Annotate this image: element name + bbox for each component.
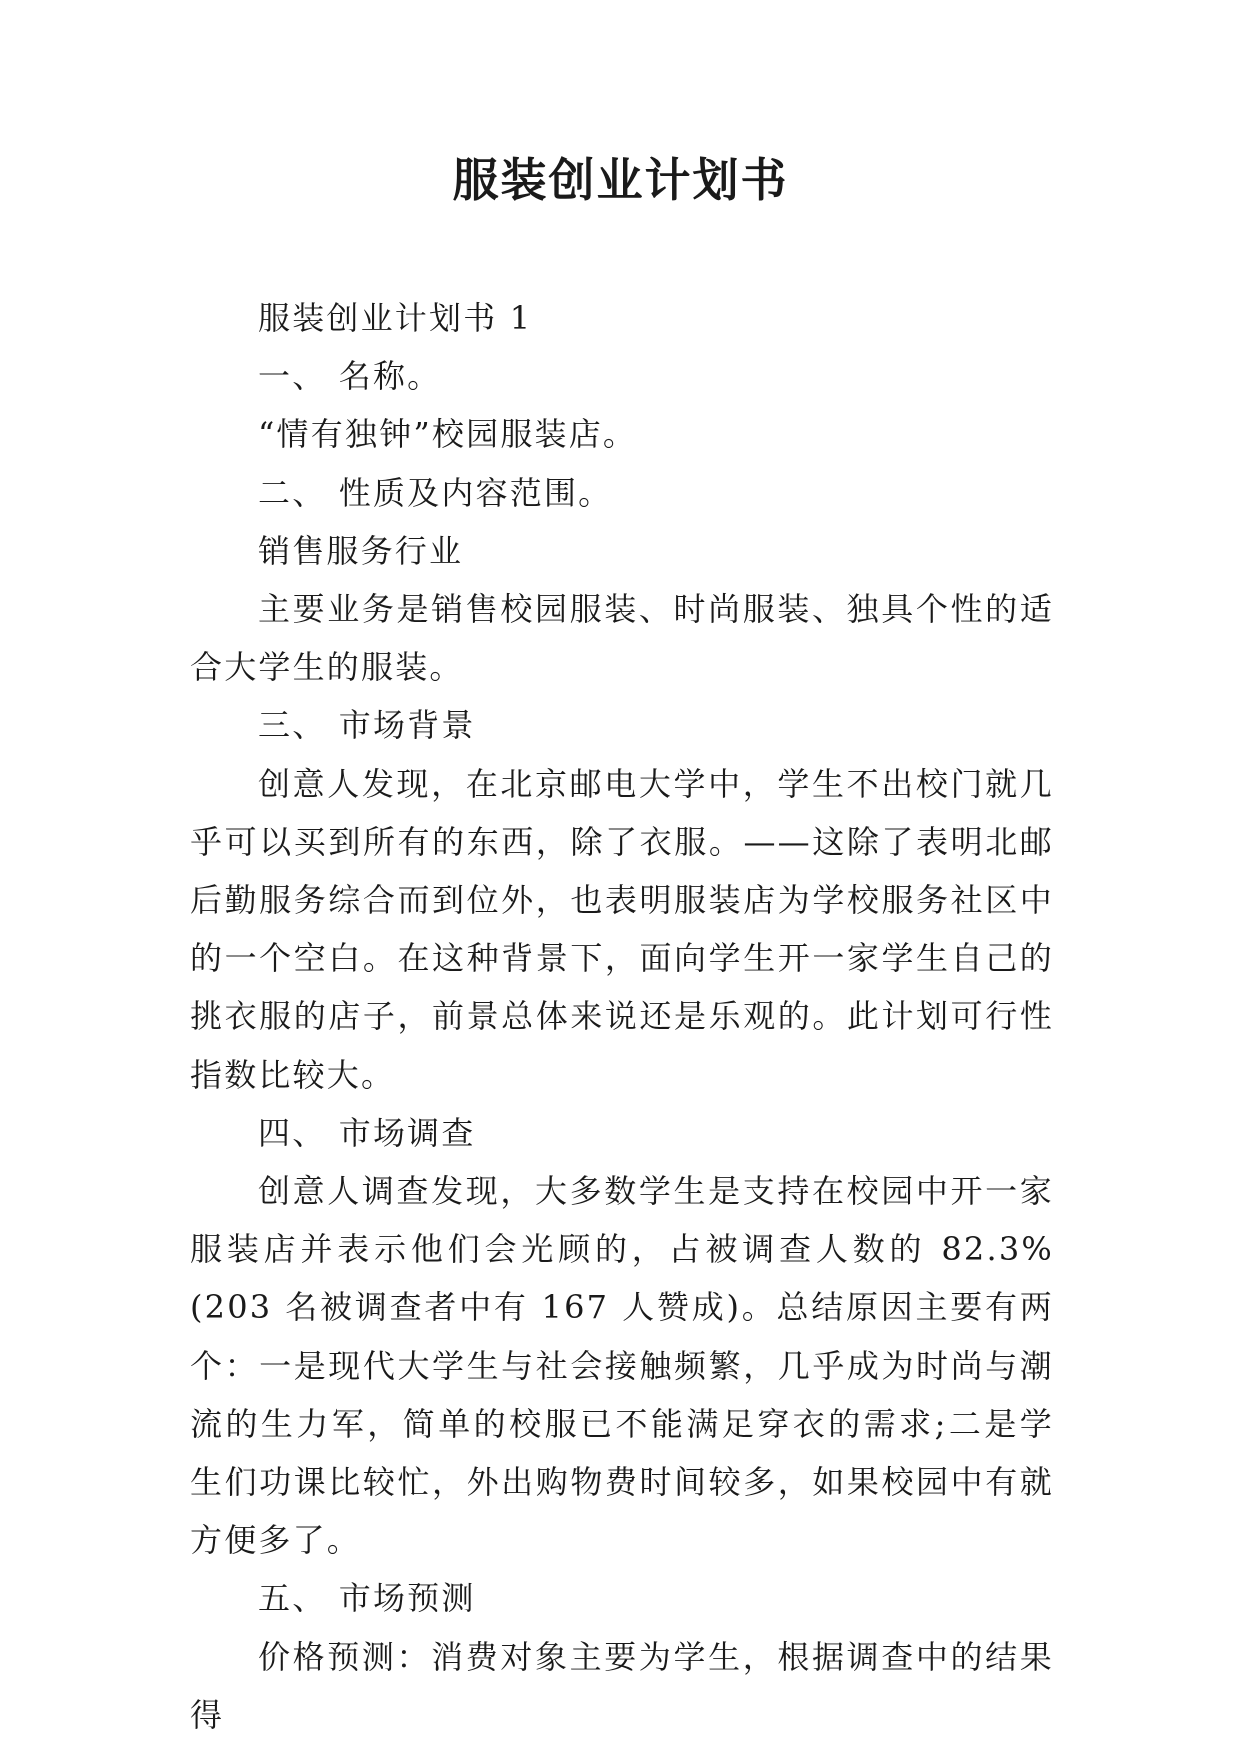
paragraph-industry: 销售服务行业 [258,531,464,570]
paragraph-section-1-name: 一、 名称。 [258,357,442,396]
paragraph-store-name: “情有独钟”校园服装店。 [258,415,638,454]
paragraph-background-body: 创意人发现，在北京邮电大学中，学生不出校门就几乎可以买到所有的东西，除了衣服。——这除了表明北邮后勤服务综合而到位外，也表明服装店为学校服务社区中的一个空白。在这种背景下，面向学生开一家学生自己的挑衣服的店子，前景总体来说还是乐观的。此计划可行性指数比较大。 [190,764,1054,1094]
paragraph-survey-body: 创意人调查发现，大多数学生是支持在校园中开一家服装店并表示他们会光顾的，占被调查人数的 82.3%(203 名被调查者中有 167 人赞成)。总结原因主要有两个：一是现代大学生与社会接触频繁，几乎成为时尚与潮流的生力军，简单的校服已不能满足穿衣的需求;二是学生们功课比较忙，外出购物费时间较多，如果校园中有就方便多了。 [190,1172,1054,1560]
paragraph-section-3-background: 三、 市场背景 [258,706,476,745]
paragraph-section-5-forecast: 五、 市场预测 [258,1579,476,1618]
paragraph-section-4-survey: 四、 市场调查 [258,1113,476,1152]
paragraph-heading-plan-1: 服装创业计划书 1 [258,299,533,337]
document-body [190,289,1054,1744]
paragraph-section-2-nature: 二、 性质及内容范围。 [258,473,613,512]
paragraph-main-business: 主要业务是销售校园服装、时尚服装、独具个性的适合大学生的服装。 [190,590,1054,687]
document-title: 服装创业计划书 [452,153,789,207]
paragraph-price-forecast: 价格预测：消费对象主要为学生，根据调查中的结果得 [190,1637,1054,1734]
